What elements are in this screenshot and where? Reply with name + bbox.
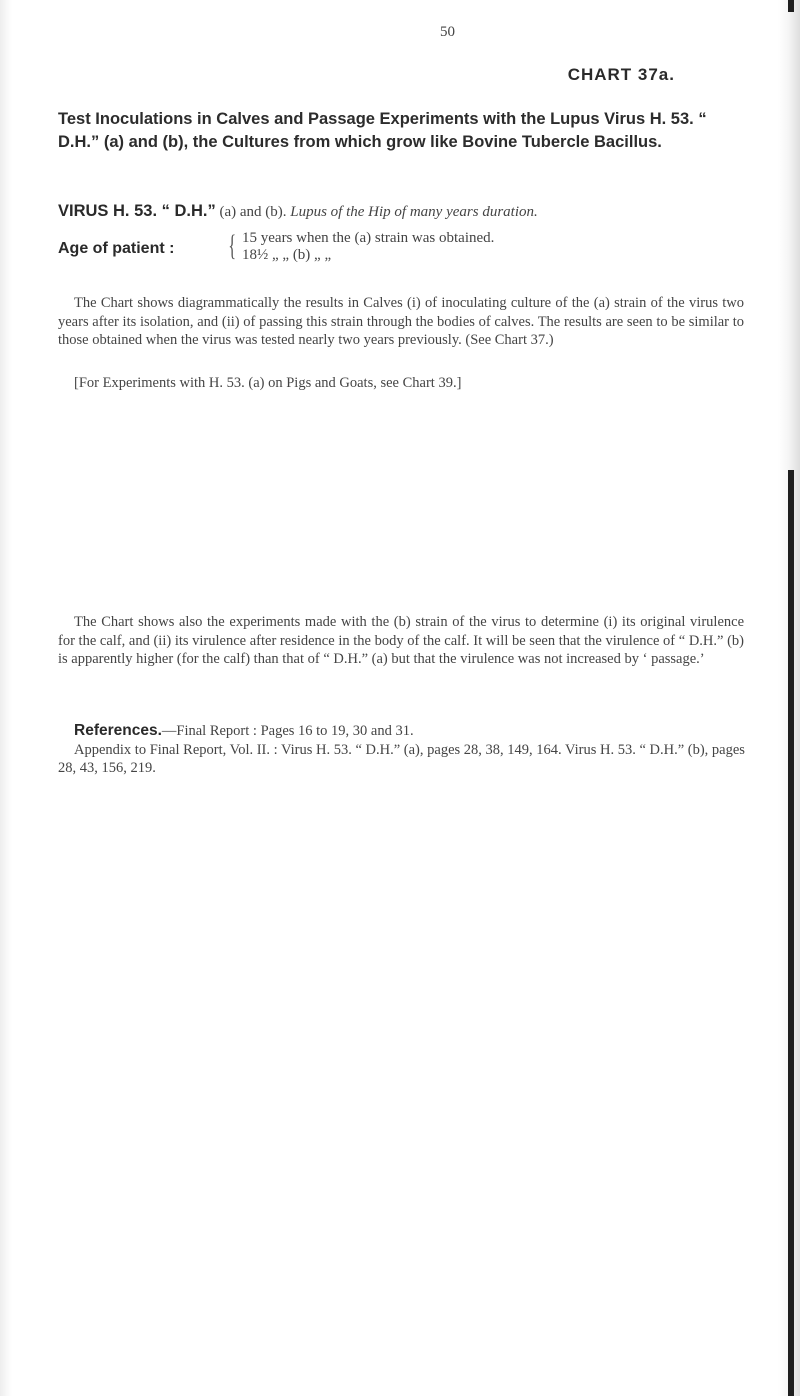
age-line-a: 15 years when the (a) strain was obtained. bbox=[242, 230, 495, 246]
virus-line bbox=[58, 202, 758, 221]
references bbox=[58, 722, 758, 778]
references-final-report-text: —Final Report : Pages 16 to 19, 30 and 31. bbox=[161, 723, 414, 739]
virus-strains: (a) and (b). bbox=[219, 204, 287, 220]
virus-label: VIRUS H. 53. “ D.H.” bbox=[58, 202, 216, 220]
chart-number: CHART 37a. bbox=[567, 65, 675, 84]
page-number: 50 bbox=[440, 24, 455, 40]
binding-bar bbox=[788, 470, 794, 1396]
page-left-shadow bbox=[0, 0, 12, 1396]
virus-description: Lupus of the Hip of many years duration. bbox=[290, 204, 538, 220]
age-label: Age of patient : bbox=[58, 240, 175, 257]
binding-bar-top bbox=[788, 0, 794, 12]
paragraph-chart-description: The Chart shows diagrammatically the results in Calves (i) of inoculating culture of the (a) strain of the virus two years after its isolation, and (ii) of passing this strain through the bodies of calves. The results are seen to be similar to those obtained when the virus was tested nearly two years previously. (See Chart 37.) bbox=[58, 295, 744, 348]
age-line-b: 18½ „ „ (b) „ „ bbox=[242, 247, 332, 263]
references-label: References. bbox=[74, 722, 162, 739]
age-block bbox=[58, 230, 658, 266]
paragraph-pigs-goats: [For Experiments with H. 53. (a) on Pigs and Goats, see Chart 39.] bbox=[74, 375, 462, 391]
references-final-report bbox=[58, 722, 758, 741]
paragraph-strain-b: The Chart shows also the experiments made with the (b) strain of the virus to determine (i) its original virulence for the calf, and (ii) its virulence after residence in the body of the calf. It will be seen that the virulence of “ D.H.” (b) is apparently higher (for the calf) than that of “ D.H.” (a) but that the virulence was not increased by ‘ passage.’ bbox=[58, 614, 744, 667]
brace-glyph: { bbox=[228, 229, 237, 262]
references-appendix: Appendix to Final Report, Vol. II. : Virus H. 53. “ D.H.” (a), pages 28, 38, 149, 164. Virus H. 53. “ D.H.” (b), pages 28, 43, 156, 219. bbox=[58, 741, 745, 776]
page-title: Test Inoculations in Calves and Passage Experiments with the Lupus Virus H. 53. “ D.H.” (a) and (b), the Cultures from which grow like Bovine Tubercle Bacillus. bbox=[58, 110, 707, 151]
